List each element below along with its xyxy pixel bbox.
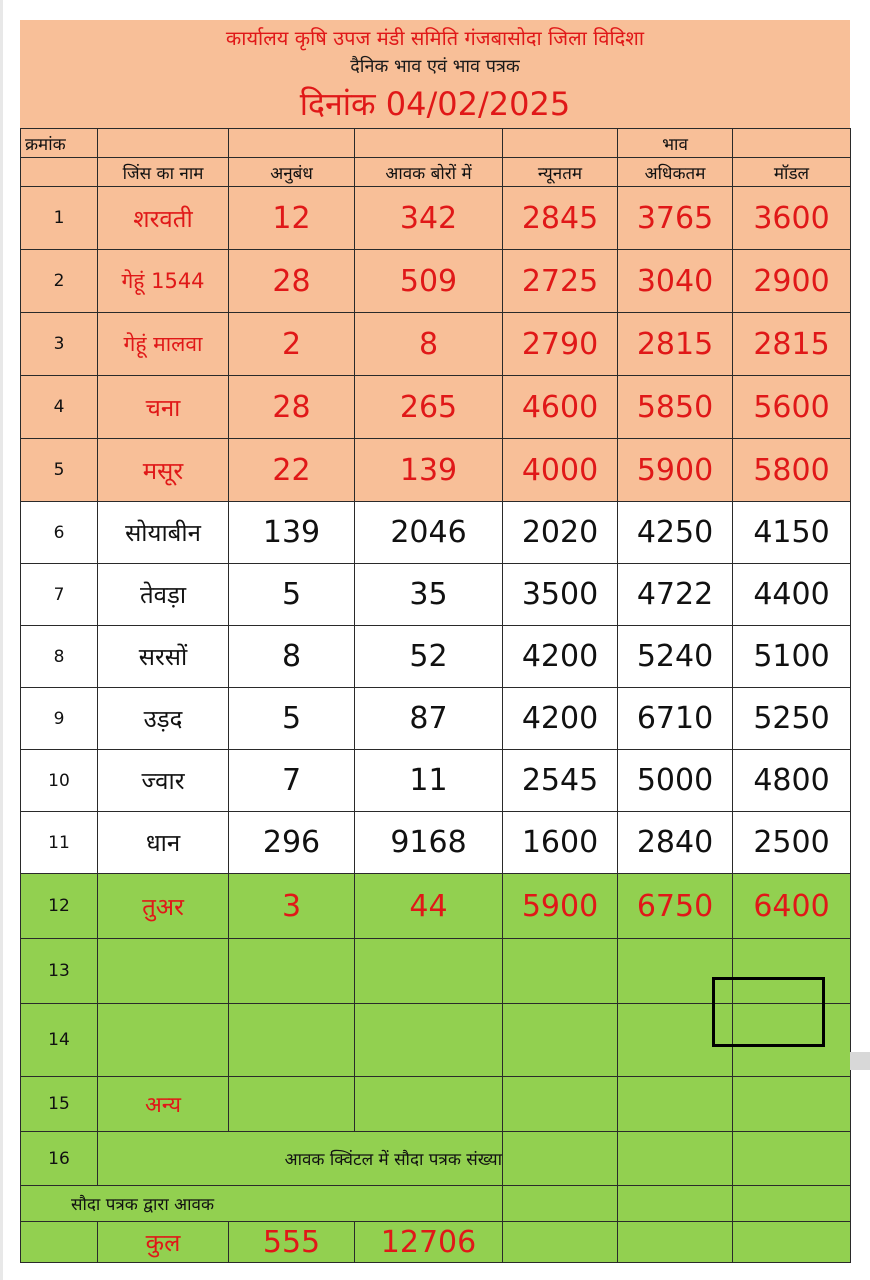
commodity-cell[interactable] <box>98 1004 229 1077</box>
table-row <box>21 439 851 502</box>
office-title: कार्यालय कृषि उपज मंडी समिति गंजबासोदा जिला विदिशा <box>225 26 645 50</box>
modal-price-cell[interactable]: 5100 <box>733 626 851 688</box>
arrival-cell[interactable]: 265 <box>355 376 503 439</box>
col-modal-header[interactable]: मॉडल <box>733 158 851 187</box>
table-row <box>21 874 851 939</box>
modal-price-cell[interactable]: 3600 <box>733 187 851 250</box>
arrival-cell[interactable]: 2046 <box>355 502 503 564</box>
header-cell[interactable] <box>98 129 229 158</box>
blank-cell[interactable] <box>618 1222 733 1263</box>
header-cell[interactable] <box>229 129 355 158</box>
total-contract[interactable]: 555 <box>229 1222 355 1263</box>
max-price-cell[interactable]: 6710 <box>618 688 733 750</box>
modal-price-cell[interactable]: 4400 <box>733 564 851 626</box>
contract-cell[interactable]: 28 <box>229 376 355 439</box>
table-row <box>21 1077 851 1132</box>
arrival-cell[interactable]: 342 <box>355 187 503 250</box>
table-row <box>21 626 851 688</box>
price-table <box>20 128 851 1263</box>
modal-price-cell[interactable]: 2500 <box>733 812 851 874</box>
col-min-header[interactable]: न्यूनतम <box>503 158 618 187</box>
table-row <box>21 564 851 626</box>
table-row <box>21 502 851 564</box>
serial-cell[interactable]: 5 <box>21 439 98 502</box>
commodity-cell[interactable]: चना <box>98 376 229 439</box>
sheet-date: दिनांक 04/02/2025 <box>299 85 571 123</box>
modal-price-cell[interactable] <box>733 939 851 1004</box>
contract-cell[interactable] <box>229 939 355 1004</box>
max-price-cell[interactable]: 3765 <box>618 187 733 250</box>
table-row <box>21 1004 851 1077</box>
max-price-cell[interactable]: 2840 <box>618 812 733 874</box>
max-price-cell[interactable] <box>618 1132 733 1186</box>
commodity-cell[interactable]: सरसों <box>98 626 229 688</box>
commodity-cell[interactable]: मसूर <box>98 439 229 502</box>
max-price-cell[interactable]: 5900 <box>618 439 733 502</box>
modal-price-cell[interactable] <box>733 1004 851 1077</box>
min-price-cell[interactable]: 4000 <box>503 439 618 502</box>
table-row <box>21 812 851 874</box>
serial-cell[interactable]: 13 <box>21 939 98 1004</box>
serial-cell[interactable]: 4 <box>21 376 98 439</box>
serial-cell[interactable]: 11 <box>21 812 98 874</box>
modal-price-cell[interactable]: 2815 <box>733 313 851 376</box>
blank-cell[interactable] <box>21 1222 98 1263</box>
serial-cell[interactable]: 10 <box>21 750 98 812</box>
sauda-row <box>21 1186 851 1222</box>
contract-cell[interactable]: 139 <box>229 502 355 564</box>
col-serial-header[interactable]: क्रमांक <box>21 129 98 158</box>
max-price-cell[interactable]: 3040 <box>618 250 733 313</box>
contract-cell[interactable]: 5 <box>229 564 355 626</box>
commodity-cell[interactable]: गेहूं मालवा <box>98 313 229 376</box>
modal-price-cell[interactable]: 5250 <box>733 688 851 750</box>
max-price-cell[interactable]: 4722 <box>618 564 733 626</box>
serial-cell[interactable]: 12 <box>21 874 98 939</box>
sheet-gridline-edge <box>850 1052 870 1070</box>
commodity-cell[interactable]: शरवती <box>98 187 229 250</box>
max-price-cell[interactable] <box>618 939 733 1004</box>
max-price-cell[interactable]: 5000 <box>618 750 733 812</box>
commodity-cell[interactable]: उड़द <box>98 688 229 750</box>
table-row <box>21 1132 851 1186</box>
header-row-1 <box>21 129 851 158</box>
max-price-cell[interactable]: 4250 <box>618 502 733 564</box>
arrival-cell[interactable] <box>355 939 503 1004</box>
contract-cell[interactable]: 296 <box>229 812 355 874</box>
header-row-2 <box>21 158 851 187</box>
table-row <box>21 187 851 250</box>
min-price-cell[interactable]: 1600 <box>503 812 618 874</box>
max-price-cell[interactable] <box>618 1004 733 1077</box>
min-price-cell[interactable]: 5900 <box>503 874 618 939</box>
max-price-cell[interactable]: 5240 <box>618 626 733 688</box>
arrival-cell[interactable]: 9168 <box>355 812 503 874</box>
serial-cell[interactable]: 7 <box>21 564 98 626</box>
serial-cell[interactable]: 6 <box>21 502 98 564</box>
min-price-cell[interactable] <box>503 1077 618 1132</box>
contract-cell[interactable]: 12 <box>229 187 355 250</box>
header-cell[interactable] <box>21 158 98 187</box>
col-contract-header[interactable]: अनुबंध <box>229 158 355 187</box>
arrival-cell[interactable]: 52 <box>355 626 503 688</box>
max-price-cell[interactable]: 5850 <box>618 376 733 439</box>
table-row <box>21 313 851 376</box>
arrival-cell[interactable] <box>355 1004 503 1077</box>
total-row <box>21 1222 851 1263</box>
modal-price-cell[interactable]: 4150 <box>733 502 851 564</box>
arrival-cell[interactable]: 11 <box>355 750 503 812</box>
page-left-edge <box>0 0 3 1280</box>
commodity-cell[interactable]: तुअर <box>98 874 229 939</box>
serial-cell[interactable]: 9 <box>21 688 98 750</box>
col-price-group-header[interactable]: भाव <box>618 129 733 158</box>
commodity-cell[interactable]: धान <box>98 812 229 874</box>
modal-price-cell[interactable]: 6400 <box>733 874 851 939</box>
contract-cell[interactable]: 7 <box>229 750 355 812</box>
blank-cell[interactable] <box>733 1186 851 1222</box>
header-cell[interactable] <box>733 129 851 158</box>
min-price-cell[interactable]: 2790 <box>503 313 618 376</box>
contract-cell[interactable]: 28 <box>229 250 355 313</box>
arrival-cell[interactable]: 35 <box>355 564 503 626</box>
table-row <box>21 376 851 439</box>
table-row <box>21 688 851 750</box>
blank-cell[interactable] <box>503 1186 618 1222</box>
min-price-cell[interactable]: 2545 <box>503 750 618 812</box>
min-price-cell[interactable] <box>503 1132 618 1186</box>
arrival-cell[interactable] <box>355 1077 503 1132</box>
max-price-cell[interactable]: 6750 <box>618 874 733 939</box>
modal-price-cell[interactable]: 4800 <box>733 750 851 812</box>
arrival-cell[interactable]: 44 <box>355 874 503 939</box>
contract-cell[interactable] <box>229 1077 355 1132</box>
sheet-header <box>20 20 850 128</box>
serial-cell[interactable]: 16 <box>21 1132 98 1186</box>
contract-cell[interactable]: 22 <box>229 439 355 502</box>
arrival-cell[interactable]: 8 <box>355 313 503 376</box>
sheet-subtitle: दैनिक भाव एवं भाव पत्रक <box>350 56 520 77</box>
blank-cell[interactable] <box>618 1186 733 1222</box>
blank-cell[interactable] <box>355 1186 503 1222</box>
min-price-cell[interactable] <box>503 1004 618 1077</box>
contract-cell[interactable]: 8 <box>229 626 355 688</box>
min-price-cell[interactable]: 2020 <box>503 502 618 564</box>
arrival-cell[interactable]: 87 <box>355 688 503 750</box>
min-price-cell[interactable] <box>503 939 618 1004</box>
modal-price-cell[interactable]: 5600 <box>733 376 851 439</box>
serial-cell[interactable]: 14 <box>21 1004 98 1077</box>
commodity-cell[interactable]: गेहूं 1544 <box>98 250 229 313</box>
serial-cell[interactable]: 3 <box>21 313 98 376</box>
contract-cell[interactable]: 2 <box>229 313 355 376</box>
contract-cell[interactable]: 3 <box>229 874 355 939</box>
contract-cell[interactable]: 5 <box>229 688 355 750</box>
arrival-cell[interactable]: 139 <box>355 439 503 502</box>
col-arrival-header[interactable]: आवक बोरों में <box>355 158 503 187</box>
serial-cell[interactable]: 15 <box>21 1077 98 1132</box>
table-row <box>21 750 851 812</box>
rate-sheet <box>20 20 850 1260</box>
total-arrival[interactable]: 12706 <box>355 1222 503 1263</box>
header-cell[interactable] <box>503 129 618 158</box>
min-price-cell[interactable]: 3500 <box>503 564 618 626</box>
serial-cell[interactable]: 8 <box>21 626 98 688</box>
header-cell[interactable] <box>355 129 503 158</box>
col-max-header[interactable]: अधिकतम <box>618 158 733 187</box>
col-commodity-header[interactable]: जिंस का नाम <box>98 158 229 187</box>
modal-price-cell[interactable] <box>733 1077 851 1132</box>
min-price-cell[interactable]: 2845 <box>503 187 618 250</box>
min-price-cell[interactable]: 2725 <box>503 250 618 313</box>
total-label[interactable]: कुल <box>98 1222 229 1263</box>
min-price-cell[interactable]: 4200 <box>503 626 618 688</box>
modal-price-cell[interactable]: 2900 <box>733 250 851 313</box>
serial-cell[interactable]: 2 <box>21 250 98 313</box>
modal-price-cell[interactable] <box>733 1132 851 1186</box>
modal-price-cell[interactable]: 5800 <box>733 439 851 502</box>
min-price-cell[interactable]: 4200 <box>503 688 618 750</box>
min-price-cell[interactable]: 4600 <box>503 376 618 439</box>
blank-cell[interactable] <box>503 1222 618 1263</box>
max-price-cell[interactable]: 2815 <box>618 313 733 376</box>
sauda-note[interactable]: सौदा पत्रक द्वारा आवक <box>21 1186 355 1222</box>
table-row <box>21 939 851 1004</box>
arrival-note-cell[interactable] <box>98 1132 503 1186</box>
table-row <box>21 250 851 313</box>
commodity-cell[interactable] <box>98 939 229 1004</box>
commodity-cell[interactable]: अन्य <box>98 1077 229 1132</box>
commodity-cell[interactable]: तेवड़ा <box>98 564 229 626</box>
commodity-cell[interactable]: सोयाबीन <box>98 502 229 564</box>
commodity-cell[interactable]: ज्वार <box>98 750 229 812</box>
arrival-note: आवक क्विंटल में सौदा पत्रक संख्या <box>284 1150 502 1170</box>
serial-cell[interactable]: 1 <box>21 187 98 250</box>
blank-cell[interactable] <box>733 1222 851 1263</box>
max-price-cell[interactable] <box>618 1077 733 1132</box>
contract-cell[interactable] <box>229 1004 355 1077</box>
arrival-cell[interactable]: 509 <box>355 250 503 313</box>
